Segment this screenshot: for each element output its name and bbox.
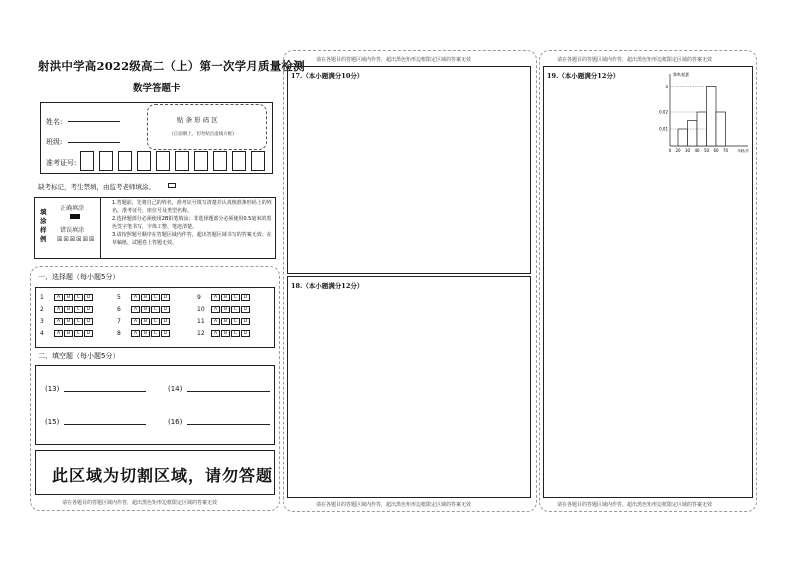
fill-section-title: 二、填空题（每小题5分） xyxy=(38,352,120,360)
correct-fill-mark xyxy=(70,214,80,219)
wrong-fill-example: ☒ xyxy=(82,236,89,243)
exam-number-cell[interactable] xyxy=(232,151,246,171)
wrong-fill-example: ☒ xyxy=(63,236,70,243)
choice-bubble[interactable]: C xyxy=(231,318,240,325)
exam-number-cell[interactable] xyxy=(80,151,94,171)
choice-bubble[interactable]: C xyxy=(151,330,160,337)
histogram-bar xyxy=(716,112,726,146)
choice-bubble[interactable]: A xyxy=(54,294,63,301)
choice-bubble[interactable]: A xyxy=(131,330,140,337)
choice-bubble[interactable]: C xyxy=(74,318,83,325)
choice-bubble[interactable]: A xyxy=(211,306,220,313)
choice-row xyxy=(40,318,94,325)
choice-bubble[interactable]: A xyxy=(211,330,220,337)
question-number: 9 xyxy=(197,294,201,301)
exam-title: 射洪中学高2022级高二（上）第一次学月质量检测 xyxy=(38,59,305,73)
exam-number-cell[interactable] xyxy=(175,151,189,171)
choice-bubble[interactable]: A xyxy=(131,306,140,313)
absent-mark-box[interactable] xyxy=(168,183,176,188)
choice-bubble[interactable]: B xyxy=(141,306,150,313)
choice-bubble[interactable]: B xyxy=(64,306,73,313)
name-label: 姓名: xyxy=(46,118,63,126)
y-tick-label: 0.01 xyxy=(659,126,668,132)
choice-row xyxy=(197,306,251,313)
question-number: 12 xyxy=(197,330,205,337)
q17-answer-area[interactable] xyxy=(287,66,531,274)
question-number: 10 xyxy=(197,306,205,313)
choice-bubble[interactable]: B xyxy=(141,318,150,325)
instruction-line: 2.选择题部分必须使用2B铅笔填涂；非选择题部分必须使用0.5毫米的黑色签字笔书写，字体工整、笔迹清楚。 xyxy=(112,216,272,230)
wrong-fill-example: ☒ xyxy=(88,236,96,243)
cut-zone-text: 此区域为切割区域，请勿答题 xyxy=(52,466,274,485)
question-number: 6 xyxy=(117,306,121,313)
choice-bubble[interactable]: D xyxy=(84,318,93,325)
left-footer-notice: 请在各题目的答题区域内作答，超出黑色矩形边框限定区域的答案无效 xyxy=(62,500,218,506)
choice-bubble[interactable]: C xyxy=(231,306,240,313)
choice-bubble[interactable]: B xyxy=(141,330,150,337)
choice-bubble[interactable]: A xyxy=(54,330,63,337)
choice-row xyxy=(197,330,251,337)
choice-bubble[interactable]: B xyxy=(221,318,230,325)
question-number: 3 xyxy=(40,318,44,325)
middle-footer-notice: 请在各题目的答题区域内作答，超出黑色矩形边框限定区域的答案无效 xyxy=(316,502,472,508)
exam-number-cell[interactable] xyxy=(118,151,132,171)
choice-row xyxy=(40,294,94,301)
choice-bubble[interactable]: A xyxy=(54,318,63,325)
x-axis-label: 年龄/岁 xyxy=(737,149,749,153)
class-label: 班级: xyxy=(46,138,63,146)
choice-bubble[interactable]: A xyxy=(131,294,140,301)
q17-title: 17.（本小题满分10分） xyxy=(291,72,364,80)
choice-bubble[interactable]: B xyxy=(221,294,230,301)
x-tick-label: 30 xyxy=(684,148,691,153)
fill-line-14[interactable] xyxy=(187,391,270,392)
answer-sheet-subtitle: 数学答题卡 xyxy=(133,83,181,94)
choice-row xyxy=(197,294,251,301)
exam-number-cell[interactable] xyxy=(137,151,151,171)
right-header-notice: 请在各题目的答题区域内作答，超出黑色矩形边框限定区域的答案无效 xyxy=(557,57,713,63)
choice-bubble[interactable]: C xyxy=(74,330,83,337)
choice-row xyxy=(117,330,171,337)
fill-line-13[interactable] xyxy=(64,391,146,392)
choice-bubble[interactable]: B xyxy=(221,330,230,337)
fill-line-15[interactable] xyxy=(64,424,146,425)
exam-number-cell[interactable] xyxy=(99,151,113,171)
choice-row xyxy=(117,306,171,313)
choice-bubble[interactable]: D xyxy=(161,318,170,325)
question-number: 8 xyxy=(117,330,121,337)
y-tick-label: a xyxy=(665,84,668,89)
choice-bubble[interactable]: D xyxy=(84,294,93,301)
x-tick-label: 40 xyxy=(694,148,700,153)
fill-item-14: (14) xyxy=(168,385,183,393)
sample-divider xyxy=(100,197,101,259)
choice-bubble[interactable]: D xyxy=(84,330,93,337)
y-axis-label: 频率/组距 xyxy=(673,72,690,77)
q18-title: 18.（本小题满分12分） xyxy=(291,282,364,290)
choice-bubble[interactable]: A xyxy=(211,318,220,325)
barcode-note: (正面朝上，切勿贴出虚线方框) xyxy=(172,132,235,137)
choice-bubble[interactable]: B xyxy=(221,306,230,313)
choice-row xyxy=(40,330,94,337)
choice-bubble[interactable]: D xyxy=(84,306,93,313)
question-number: 11 xyxy=(197,318,205,325)
histogram-bar xyxy=(707,87,717,147)
x-tick-label: 20 xyxy=(675,148,681,153)
exam-number-label: 准考证号: xyxy=(46,159,77,167)
choice-bubble[interactable]: B xyxy=(64,330,73,337)
choice-bubble[interactable]: C xyxy=(151,294,160,301)
exam-number-cell[interactable] xyxy=(213,151,227,171)
choice-bubble[interactable]: D xyxy=(161,294,170,301)
choice-section-title: 一、选择题（每小题5分） xyxy=(38,273,120,281)
exam-number-cell[interactable] xyxy=(156,151,170,171)
choice-row xyxy=(117,318,171,325)
fill-item-16: (16) xyxy=(168,418,183,426)
choice-bubble[interactable]: D xyxy=(241,294,250,301)
question-number: 4 xyxy=(40,330,44,337)
choice-bubble[interactable]: D xyxy=(241,306,250,313)
correct-fill-label: 正确填涂 xyxy=(60,205,85,212)
right-footer-notice: 请在各题目的答题区域内作答，超出黑色矩形边框限定区域的答案无效 xyxy=(557,502,713,508)
fill-item-15: (15) xyxy=(45,418,60,426)
choice-bubble[interactable]: C xyxy=(231,330,240,337)
exam-number-cell[interactable] xyxy=(194,151,208,171)
histogram-bar xyxy=(678,129,688,146)
choice-bubble[interactable]: D xyxy=(241,330,250,337)
x-tick-label: 70 xyxy=(722,148,729,153)
barcode-title: 贴 条 形 码 区 xyxy=(177,116,218,124)
choice-bubble[interactable]: A xyxy=(211,294,220,301)
name-field[interactable] xyxy=(68,121,120,122)
x-tick-label: 60 xyxy=(713,148,719,153)
q18-answer-area[interactable] xyxy=(287,276,531,498)
class-field[interactable] xyxy=(68,142,120,143)
question-number: 2 xyxy=(40,306,44,313)
q19-title: 19.（本小题满分12分） xyxy=(547,72,620,80)
barcode-area xyxy=(147,104,267,150)
wrong-fill-example: ☒ xyxy=(69,236,77,243)
question-number: 7 xyxy=(117,318,121,325)
question-number: 5 xyxy=(117,294,121,301)
choice-bubble[interactable]: C xyxy=(231,294,240,301)
x-tick-label: 50 xyxy=(703,148,710,153)
choice-bubble[interactable]: C xyxy=(74,306,83,313)
histogram-bar xyxy=(688,121,698,147)
choice-row xyxy=(40,306,94,313)
instruction-line: 1.答题前，先将自己的姓名，准考证号填写清楚并认真核准条形码上的姓名，准考证号，座位号及类型名称。 xyxy=(112,200,272,214)
choice-bubble[interactable]: D xyxy=(161,330,170,337)
choice-bubble[interactable]: C xyxy=(151,318,160,325)
y-tick-label: 0.02 xyxy=(659,109,668,115)
choice-row xyxy=(197,318,251,325)
wrong-fill-example: ☒ xyxy=(76,236,83,243)
choice-bubble[interactable]: A xyxy=(54,306,63,313)
instruction-line: 3.请按照题号顺序在答题区域内作答，超出答题区域书写的答案无效；在草稿纸、试题卷上答题无效。 xyxy=(112,232,272,246)
choice-bubble[interactable]: C xyxy=(74,294,83,301)
choice-bubble[interactable]: D xyxy=(241,318,250,325)
choice-bubble[interactable]: C xyxy=(151,306,160,313)
middle-header-notice: 请在各题目的答题区域内作答，超出黑色矩形边框限定区域的答案无效 xyxy=(316,57,472,63)
instructions-text xyxy=(112,200,272,248)
fill-answer-box xyxy=(35,365,275,445)
x-tick-label: 0 xyxy=(668,148,672,153)
question-number: 1 xyxy=(40,294,44,301)
choice-bubble[interactable]: B xyxy=(141,294,150,301)
choice-bubble[interactable]: B xyxy=(64,318,73,325)
wrong-fill-marks xyxy=(57,236,97,243)
absent-mark-label: 缺考标记，考生禁填，由监考老师填涂。 xyxy=(38,183,155,191)
frequency-histogram xyxy=(660,70,752,156)
choice-bubble[interactable]: A xyxy=(131,318,140,325)
sample-side-label: 填涂样例 xyxy=(40,208,47,243)
wrong-fill-example: ☒ xyxy=(57,236,64,243)
fill-item-13: (13) xyxy=(45,385,60,393)
wrong-fill-label: 错误填涂 xyxy=(60,227,85,234)
fill-line-16[interactable] xyxy=(187,424,270,425)
choice-bubble[interactable]: B xyxy=(64,294,73,301)
choice-row xyxy=(117,294,171,301)
exam-number-cell[interactable] xyxy=(251,151,265,171)
choice-bubble[interactable]: D xyxy=(161,306,170,313)
